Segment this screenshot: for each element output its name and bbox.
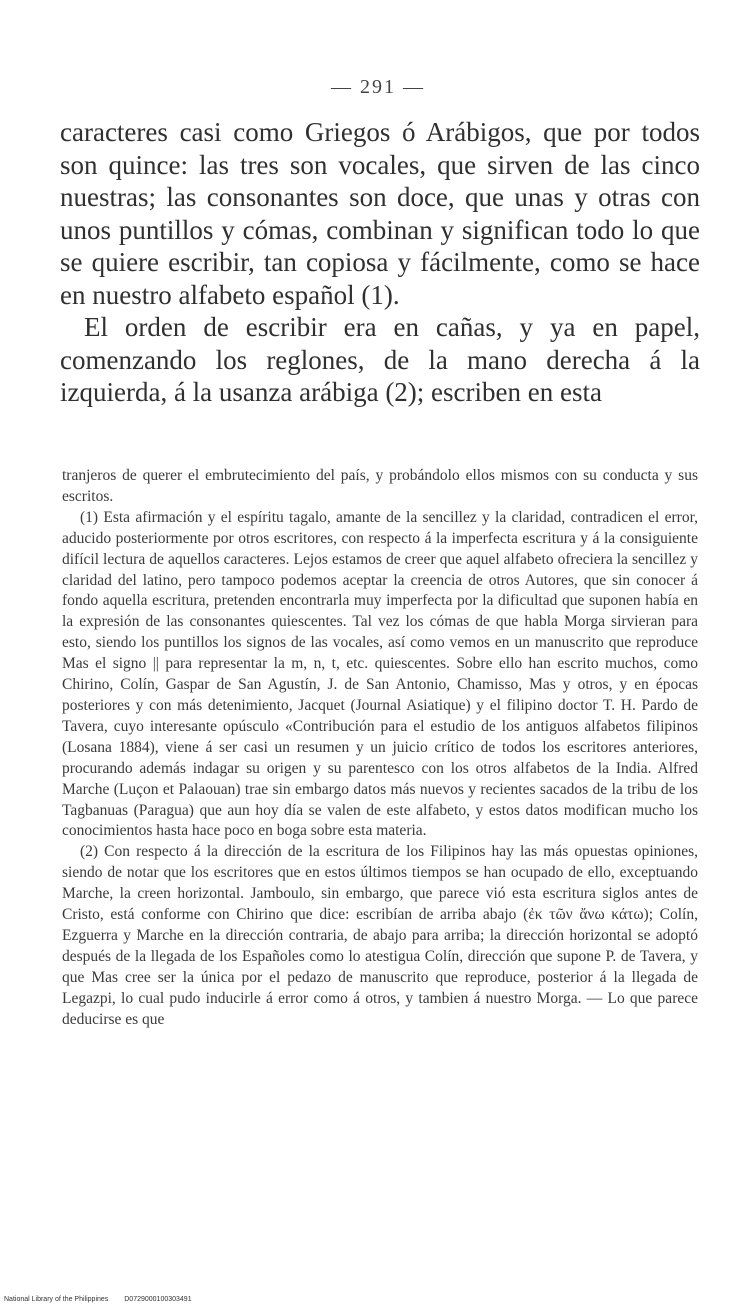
footnotes: [62, 466, 698, 1030]
footer-library: National Library of the Philippines: [4, 1296, 109, 1303]
footnote-continuation: tranjeros de querer el embrutecimiento del país, y probándolo ellos mismos con su conducta y sus escritos.: [62, 467, 698, 505]
main-paragraph-1: caracteres casi como Griegos ó Arábigos, que por todos son quince: las tres son vocales, que sirven de las cinco nuestras; las consonantes son doce, que unas y otras con unos puntillos y cómas, combinan y significan todo lo que se quiere escribir, tan copiosa y fácilmente, como se hace en nuestro alfabeto español (1).: [60, 117, 700, 310]
main-paragraph-2: El orden de escribir era en cañas, y ya en papel, comenzando los reglones, de la mano derecha á la izquierda, á la usanza arábiga (2); escriben en esta: [60, 312, 700, 407]
footer-identifier: D0729000100303491: [124, 1296, 192, 1303]
main-text: [60, 116, 700, 409]
page-number: — 291 —: [331, 76, 425, 98]
footnote-1: (1) Esta afirmación y el espíritu tagalo, amante de la sencillez y la claridad, contradicen el error, aducido posteriormente por otros escritores, con respecto á la imperfecta escritura y á la consiguiente difícil lectura de aquellos caracteres. Lejos estamos de creer que aquel alfabeto ofreciera la sencillez y claridad del latino, pero tampoco podemos aceptar la creencia de otros Autores, que sin conocer á fondo aquella escritura, pretenden encontrarla muy imperfecta por la dificultad que suponen había en la expresión de las consonantes quiescentes. Tal vez los cómas de que habla Morga sirvieran para esto, siendo los puntillos los signos de las vocales, así como vemos en un manuscrito que reproduce Mas el signo || para representar la m, n, t, etc. quiescentes. Sobre ello han escrito muchos, como Chirino, Colín, Gaspar de San Agustín, J. de San Antonio, Chamisso, Mas y otros, y en épocas posteriores y con más detenimiento, Jacquet (Journal Asiatique) y el filipino doctor T. H. Pardo de Tavera, cuyo interesante opúsculo «Contribución para el estudio de los antiguos alfabetos filipinos (Losana 1884), viene á ser casi un resumen y un juicio crítico de todos los escritores anteriores, procurando además indagar su origen y su parentesco con los otros alfabetos de la India. Alfred Marche (Luçon et Palaouan) trae sin embargo datos más nuevos y recientes sacados de la tribu de los Tagbanuas (Paragua) que aun hoy día se valen de este alfabeto, y estos datos modifican mucho los conocimientos hasta hace poco en boga sobre esta materia.: [62, 508, 698, 840]
scan-footer: [4, 1296, 192, 1303]
footnote-2: (2) Con respecto á la dirección de la escritura de los Filipinos hay las más opuestas opiniones, siendo de notar que los escritores que en estos últimos tiempos se han ocupado de ello, exceptuando Marche, la creen horizontal. Jamboulo, sin embargo, que parece vió esta escritura siglos antes de Cristo, está conforme con Chirino que dice: escribían de arriba abajo (ἐκ τῶν ἄνω κάτω); Colín, Ezguerra y Marche en la dirección contraria, de abajo para arriba; la dirección horizontal se adoptó después de la llegada de los Españoles como lo atestigua Colín, dirección que supone P. de Tavera, y que Mas cree ser la única por el pedazo de manuscrito que reproduce, posterior á la llegada de Legazpi, lo cual pudo inducirle á error como á otros, y tambien á nuestro Morga. — Lo que parece deducirse es que: [62, 843, 698, 1028]
